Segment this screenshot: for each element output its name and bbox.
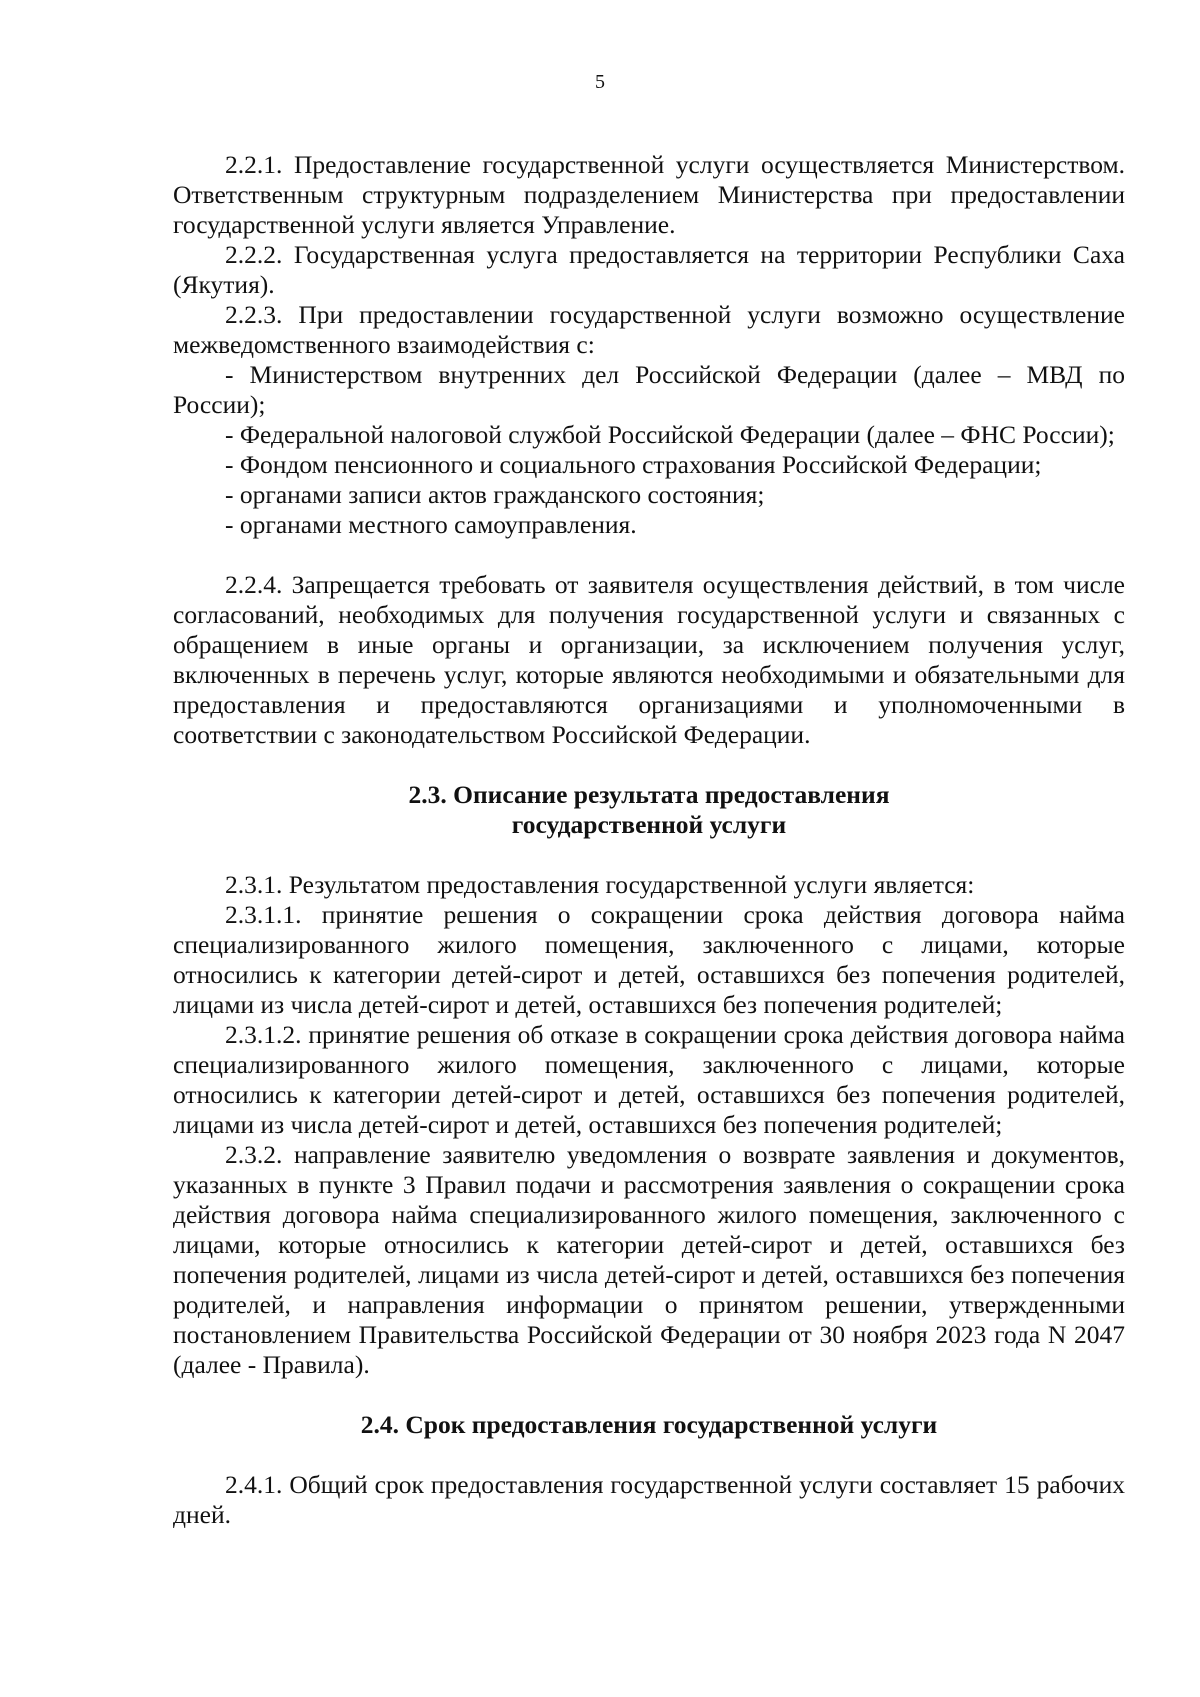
spacer <box>173 1380 1125 1410</box>
paragraph-2-4-1: 2.4.1. Общий срок предоставления государственной услуги составляет 15 рабочих дней. <box>173 1470 1125 1529</box>
section-heading-2-3 <box>173 780 1125 840</box>
page-number: 5 <box>595 71 605 93</box>
spacer <box>173 540 1125 570</box>
section-heading-2-4: 2.4. Срок предоставления государственной услуги <box>360 1410 938 1439</box>
paragraph-2-2-3: 2.2.3. При предоставлении государственной услуги возможно осуществление межведомственного взаимодействия с: <box>173 300 1125 359</box>
document-body <box>173 150 1125 1530</box>
spacer <box>173 750 1125 780</box>
spacer <box>173 840 1125 870</box>
paragraph-2-3-1-2: 2.3.1.2. принятие решения об отказе в сокращении срока действия договора найма специализированного жилого помещения, заключенного с лицами, которые относились к категории детей-сирот и детей, оставшихся без попечения родителей, лицами из числа детей-сирот и детей, оставшихся без попечения родителей; <box>173 1020 1125 1139</box>
section-heading-2-3-line-2: государственной услуги <box>511 810 787 839</box>
section-heading-2-3-line-1: 2.3. Описание результата предоставления <box>408 780 890 809</box>
paragraph-2-3-2: 2.3.2. направление заявителю уведомления о возврате заявления и документов, указанных в пункте 3 Правил подачи и рассмотрения заявления о сокращении срока действия договора найма специализированного жилого помещения, заключенного с лицами, которые относились к категории детей-сирот и детей, оставшихся без попечения родителей, лицами из числа детей-сирот и детей, оставшихся без попечения родителей, и направления информации о принятом решении, утвержденными постановлением Правительства Российской Федерации от 30 ноября 2023 года N 2047 (далее - Правила). <box>173 1140 1125 1379</box>
paragraph-2-2-4: 2.2.4. Запрещается требовать от заявителя осуществления действий, в том числе согласований, необходимых для получения государственной услуги и связанных с обращением в иные органы и организации, за исключением получения услуг, включенных в перечень услуг, которые являются необходимыми и обязательными для предоставления и предоставляются организациями и уполномоченными в соответствии с законодательством Российской Федерации. <box>173 570 1125 749</box>
list-item-zags: - органами записи актов гражданского состояния; <box>225 480 765 509</box>
spacer <box>173 1440 1125 1470</box>
paragraph-2-2-1: 2.2.1. Предоставление государственной услуги осуществляется Министерством. Ответственным структурным подразделением Министерства при предоставлении государственной услуги является Управление. <box>173 150 1125 239</box>
list-item-fns: - Федеральной налоговой службой Российской Федерации (далее – ФНС России); <box>225 420 1115 449</box>
paragraph-2-3-1: 2.3.1. Результатом предоставления государственной услуги является: <box>225 870 975 899</box>
paragraph-2-3-1-1: 2.3.1.1. принятие решения о сокращении срока действия договора найма специализированного жилого помещения, заключенного с лицами, которые относились к категории детей-сирот и детей, оставшихся без попечения родителей, лицами из числа детей-сирот и детей, оставшихся без попечения родителей; <box>173 900 1125 1019</box>
paragraph-2-2-2: 2.2.2. Государственная услуга предоставляется на территории Республики Саха (Якутия). <box>173 240 1125 299</box>
list-item-local-government: - органами местного самоуправления. <box>225 510 637 539</box>
list-item-sfr: - Фондом пенсионного и социального страхования Российской Федерации; <box>225 450 1042 479</box>
list-item-mvd: - Министерством внутренних дел Российской Федерации (далее – МВД по России); <box>173 360 1125 419</box>
